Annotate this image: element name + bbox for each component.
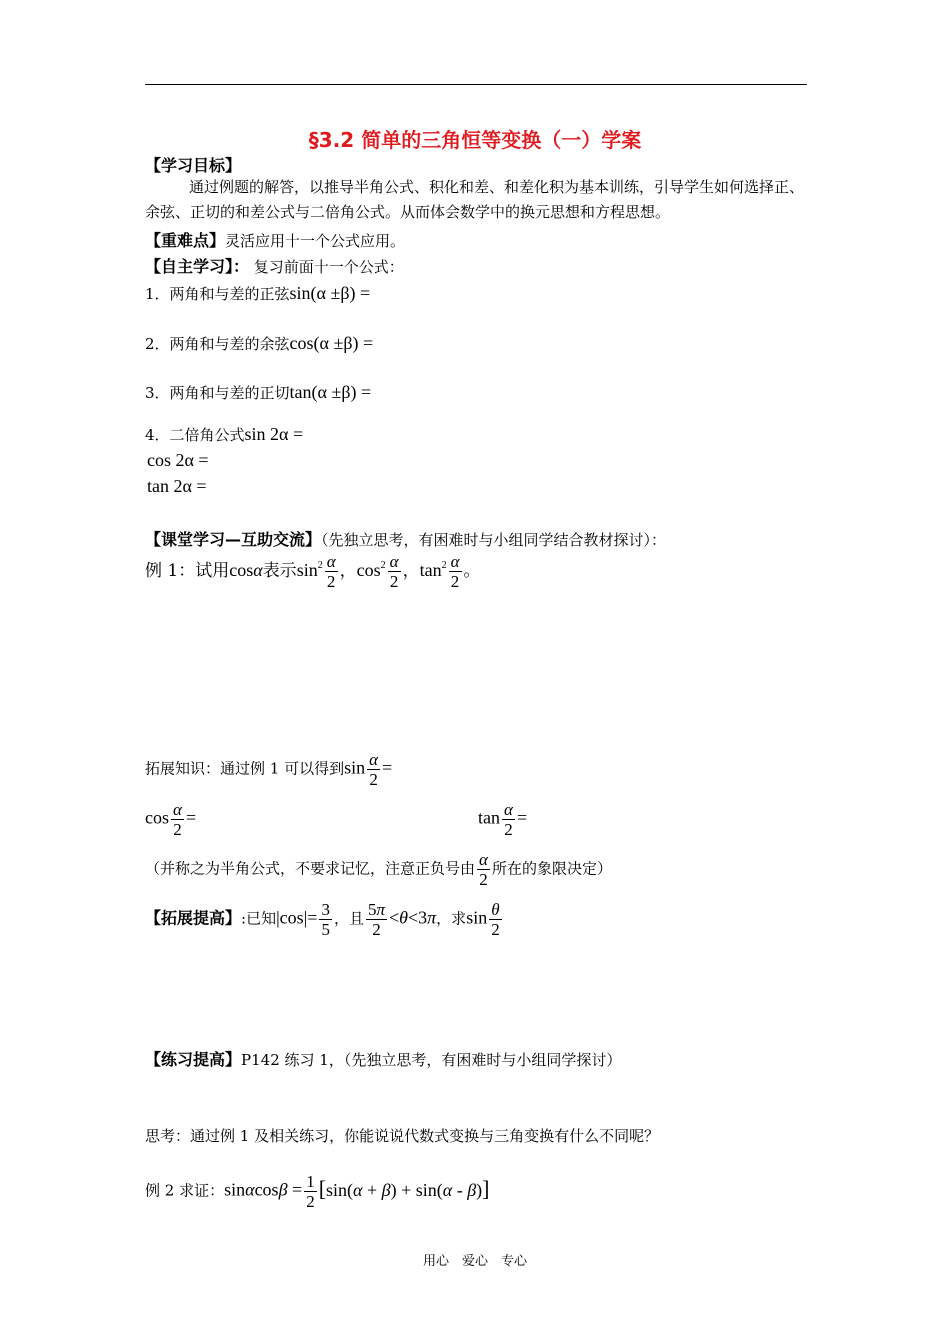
classroom-note: （先独立思考，有困难时与小组同学结合教材探讨）： [321,531,667,549]
difficulty-row [145,228,405,251]
advance-row: 【拓展提高】:已知|cos|= $\frac{3}{5}$ ，且 $\frac{5\pi}{2}$ <θ<3π，求sin $\frac{\theta}{2}$ [145,900,500,939]
advance-text-1: :已知 [241,909,277,928]
formula-item-3 [145,382,371,403]
self-study-row [145,254,404,277]
tan2-formula: tan 2α = [147,476,207,496]
footer: 用心 爱心 专心 [422,1254,527,1269]
example-1-prefix: 例 1：试用 [145,561,230,581]
extension-note-prefix: （并称之为半角公式，不要求记忆，注意正负号由 [145,859,476,878]
extension-row: 拓展知识：通过例 1 可以得到sin $\frac{\alpha}{2}$ = [145,750,393,789]
formula-label: 2．两角和与差的余弦 [145,335,290,353]
advance-text-2: ，且 [333,909,364,928]
difficulty-heading: 【重难点】 [145,231,226,250]
advance-text-3: ，求 [436,909,467,928]
extension-note-suffix: 所在的象限决定） [491,859,612,878]
page-title: §3.2 简单的三角恒等变换（一）学案 [308,128,642,152]
formula-label: 4．二倍角公式 [145,426,245,444]
extension-note: （并称之为半角公式，不要求记忆，注意正负号由 $\frac{\alpha}{2}$ 所在的象限决定） [145,850,612,889]
goals-text: 通过例题的解答，以推导半角公式、积化和差、和差化积为基本训练，引导学生如何选择正、余弦、正切的和差公式与二倍角公式。从而体会数学中的换元思想和方程思想。 [145,178,805,221]
example-1-end: 。 [463,561,481,581]
formula-item-2 [145,333,373,354]
example-2: 例 2 求证：sinαcosβ = $\frac{1}{2}$ [sin(α + β) + sin(α - β)] [145,1172,490,1211]
header-rule [145,84,807,85]
cos2-formula: cos 2α = [147,450,209,470]
example-2-prefix: 例 2 求证： [145,1181,225,1200]
think-text: 思考：通过例 1 及相关练习，你能说说代数式变换与三角变换有什么不同呢？ [145,1127,660,1145]
self-study-intro: 复习前面十一个公式： [253,258,404,276]
self-study-heading: 【自主学习】： [145,257,250,276]
formula-label: 1．两角和与差的正弦 [145,285,290,303]
goals-heading: 【学习目标】 [145,156,242,175]
half-angle-tan: tan $\frac{\alpha}{2}$ = [478,800,528,839]
practice-row [145,1047,621,1070]
difficulty-text: 灵活应用十一个公式应用。 [225,232,406,250]
example-1-mid: 表示 [262,561,297,581]
advance-heading: 【拓展提高】 [145,908,242,928]
classroom-row [145,527,666,550]
formula-expression: sin(α ±β) = [289,283,371,303]
extension-text: 拓展知识：通过例 1 可以得到 [145,759,345,778]
example-1: 例 1：试用cosα表示$\sin^2$ $\frac{\alpha}{2}$ ，$\cos^2$ $\frac{\alpha}{2}$ ，$\tan^2$ $\frac{\alpha}{2}$ 。 [145,552,481,591]
formula-expression: sin 2α = [244,424,304,444]
practice-heading: 【练习提高】 [145,1050,242,1069]
formula-item-1 [145,283,370,304]
formula-expression: tan(α ±β) = [289,382,372,402]
practice-text: P142 练习 1，（先独立思考，有困难时与小组同学探讨） [241,1051,622,1069]
formula-expression: cos(α ±β) = [289,333,374,353]
half-angle-cos: cos $\frac{\alpha}{2}$ = [145,800,197,839]
formula-item-4 [145,424,303,445]
formula-label: 3．两角和与差的正切 [145,384,290,402]
classroom-heading: 【课堂学习—互助交流】 [145,530,322,549]
